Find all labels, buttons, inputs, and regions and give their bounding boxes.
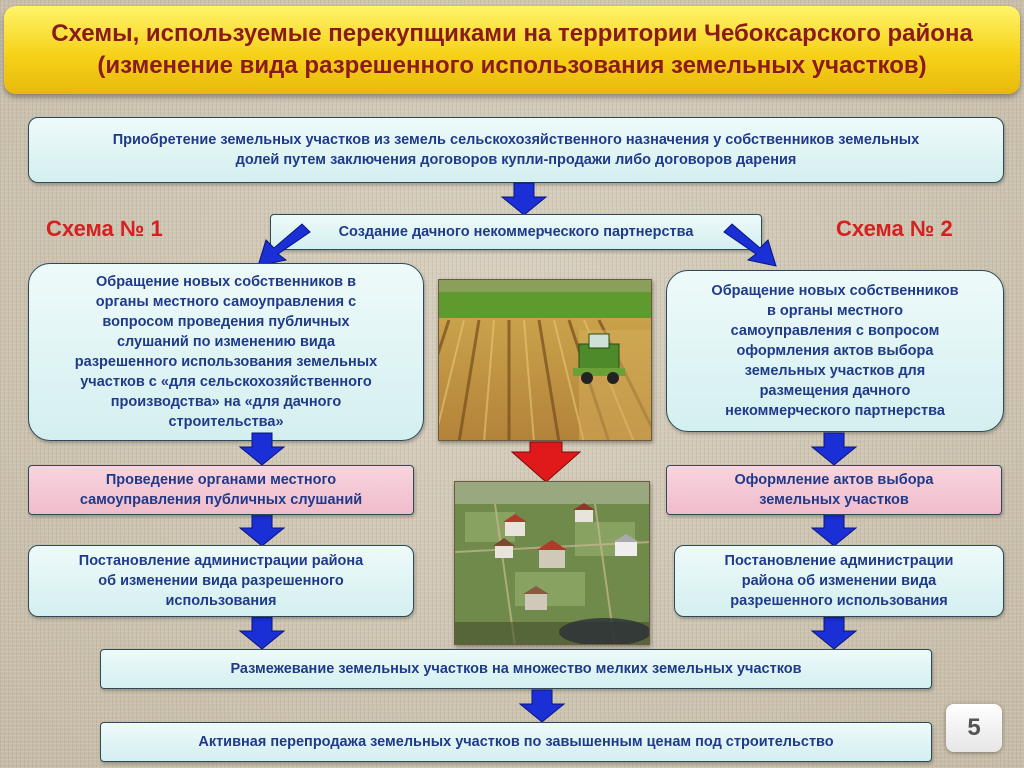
scheme-1-hearings-box (28, 465, 414, 515)
s1-step1-line: вопросом проведения публичных (102, 314, 350, 330)
s2-step3-line: разрешенного использования (730, 593, 948, 609)
arrow-down-icon (500, 183, 548, 215)
arrow-down-icon (238, 514, 286, 546)
title-banner (4, 6, 1020, 94)
arrow-down-icon (810, 617, 858, 649)
s2-step1-line: самоуправления с вопросом (730, 323, 940, 339)
scheme-2-acts-box (666, 465, 1002, 515)
village-aerial-image (455, 482, 650, 645)
resale-box (100, 722, 932, 762)
scheme-2-appeal-box (666, 270, 1004, 432)
partnership-label: Создание дачного некоммерческого партнерства (338, 224, 694, 240)
s1-step1-line: органы местного самоуправления с (95, 294, 357, 310)
acquisition-line-1: Приобретение земельных участков из земель сельскохозяйственного назначения у собственников земельных (112, 132, 920, 148)
s1-step1-line: разрешенного использования земельных (74, 354, 378, 370)
arrow-down-icon (810, 514, 858, 546)
s2-step1-line: некоммерческого партнерства (725, 403, 945, 419)
subdivision-box (100, 649, 932, 689)
scheme-2-label: Схема № 2 (836, 216, 953, 241)
harvest-field-image (439, 280, 652, 441)
scheme-2-resolution-box (674, 545, 1004, 617)
page-title (22, 18, 1002, 82)
page-number: 5 (946, 704, 1002, 752)
partnership-box (270, 214, 762, 250)
s2-step3-line: района об изменении вида (741, 573, 937, 589)
s2-step2-line: Оформление актов выбора (734, 472, 934, 488)
title-line-1: Схемы, используемые перекупщиками на территории Чебоксарского района (51, 20, 973, 47)
arrow-down-icon (238, 617, 286, 649)
scheme-1-resolution-box (28, 545, 414, 617)
harvest-field-photo (438, 279, 652, 441)
s1-step1-line: строительства» (168, 414, 284, 430)
s1-step1-line: слушаний по изменению вида (116, 334, 336, 350)
s2-step3-line: Постановление администрации (724, 553, 954, 569)
s2-step1-line: в органы местного (766, 303, 903, 319)
s2-step2-line: земельных участков (759, 492, 909, 508)
s2-step1-line: Обращение новых собственников (711, 283, 959, 299)
scheme-1-label: Схема № 1 (46, 216, 163, 241)
title-line-2: (изменение вида разрешенного использования земельных участков) (97, 52, 927, 79)
s1-step3-line: использования (165, 593, 277, 609)
scheme-1-appeal-box (28, 263, 424, 441)
s2-step1-line: размещения дачного (759, 383, 911, 399)
arrow-diagonal-right-icon (722, 222, 782, 268)
acquisition-box (28, 117, 1004, 183)
resale-label: Активная перепродажа земельных участков по завышенным ценам под строительство (198, 734, 834, 750)
s1-step3-line: об изменении вида разрешенного (98, 573, 344, 589)
arrow-down-icon (238, 433, 286, 465)
s1-step2-line: Проведение органами местного (105, 472, 337, 488)
village-aerial-photo (454, 481, 650, 645)
s2-step1-line: оформления актов выбора (736, 343, 934, 359)
s1-step1-line: Обращение новых собственников в (95, 274, 357, 290)
arrow-diagonal-left-icon (252, 222, 312, 268)
arrow-down-icon (810, 433, 858, 465)
s1-step2-line: самоуправления публичных слушаний (79, 492, 363, 508)
arrow-red-down-icon (510, 442, 582, 482)
s2-step1-line: земельных участков для (744, 363, 926, 379)
s1-step1-line: участков с «для сельскохозяйственного (80, 374, 372, 390)
arrow-down-icon (518, 690, 566, 722)
s1-step3-line: Постановление администрации района (78, 553, 364, 569)
s1-step1-line: производства» на «для дачного (110, 394, 342, 410)
acquisition-line-2: долей путем заключения договоров купли-продажи либо договоров дарения (235, 152, 797, 168)
subdivision-label: Размежевание земельных участков на множество мелких земельных участков (230, 661, 802, 677)
